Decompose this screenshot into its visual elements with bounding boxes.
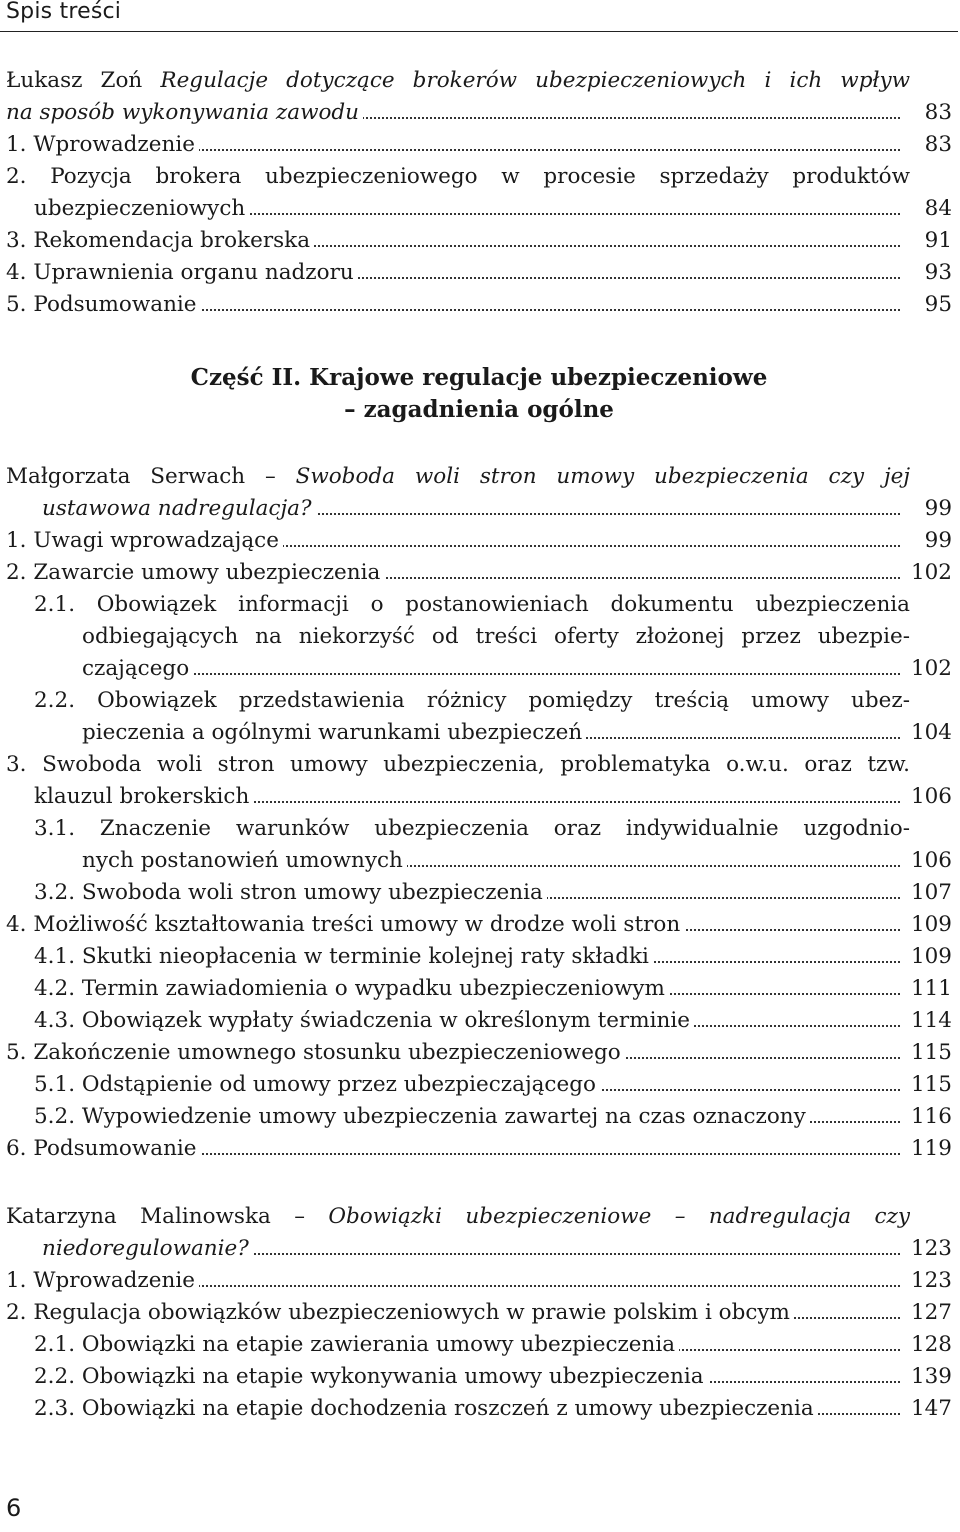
toc-entry-text: [34, 782, 253, 812]
chapter-title: Obowiązki ubezpieczeniowe – nadregulacja czy: [328, 1204, 910, 1229]
toc-entry-text: [42, 1234, 253, 1264]
toc-entry-label: 2. Zawarcie umowy ubezpieczenia: [6, 560, 381, 585]
toc-entry-label: 3.1. Znaczenie warunków ubezpieczenia oraz indywidualnie uzgodnio-: [34, 816, 910, 841]
page-header-title: Spis treści: [6, 0, 122, 24]
toc-entry-text: [82, 718, 586, 748]
toc-entry: [6, 814, 952, 844]
toc-entry-label: 4.3. Obowiązek wypłaty świadczenia w określonym terminie: [34, 1008, 690, 1033]
chapter-title: niedoregulowanie?: [42, 1236, 249, 1261]
page-ref: 106: [910, 784, 952, 809]
toc-entry: [6, 558, 952, 588]
toc-entry-label: 1. Uwagi wprowadzające: [6, 528, 279, 553]
toc-entry-text: [82, 846, 407, 876]
toc-entry-label: 5.1. Odstąpienie od umowy przez ubezpieczającego: [34, 1072, 596, 1097]
toc-entry-label: 4. Możliwość kształtowania treści umowy w drodze woli stron: [6, 912, 681, 937]
toc-entry: [6, 878, 952, 908]
toc-entry-text: [6, 98, 363, 128]
leader-dots: [82, 673, 900, 675]
toc-entry: [6, 782, 952, 812]
toc-entry: [6, 526, 952, 556]
toc-entry: [6, 846, 952, 876]
toc-entry: [6, 590, 952, 620]
toc-entry-label: 4.2. Termin zawiadomienia o wypadku ubezpieczeniowym: [34, 976, 665, 1001]
toc-entry: [6, 910, 952, 940]
toc-entry-label: 3. Rekomendacja brokerska: [6, 228, 311, 253]
toc-entry: [6, 1298, 952, 1328]
chapter-title-line: [6, 494, 952, 524]
toc-entry-text: [6, 910, 684, 940]
toc-entry: [6, 290, 952, 320]
toc-entry-label: 2.1. Obowiązek informacji o postanowieniach dokumentu ubezpieczenia: [34, 592, 910, 617]
toc-entry: [6, 258, 952, 288]
toc-entry-label: odbiegających na niekorzyść od treści oferty złożonej przez ubezpie-: [82, 624, 910, 649]
toc-entry: [6, 1038, 952, 1068]
toc-entry-label: 2.2. Obowiązek przedstawienia różnicy pomiędzy treścią umowy ubez-: [34, 688, 910, 713]
page-ref: 83: [924, 132, 952, 157]
toc-entry-text: [34, 1330, 679, 1360]
toc-entry-text: [6, 526, 283, 556]
page-ref: 83: [924, 100, 952, 125]
toc-entry-text: [34, 1006, 694, 1036]
toc-entry: [6, 942, 952, 972]
chapter-title: Regulacje dotyczące brokerów ubezpieczeniowych i ich wpływ: [160, 68, 910, 93]
page-ref: 95: [924, 292, 952, 317]
toc-entry: [6, 718, 952, 748]
page-ref: 114: [910, 1008, 952, 1033]
toc-entry-label: 5.2. Wypowiedzenie umowy ubezpieczenia zawartej na czas oznaczony: [34, 1104, 806, 1129]
page-ref: 128: [910, 1332, 952, 1357]
toc-entry-text: [34, 1394, 818, 1424]
toc-entry-text: [42, 494, 316, 524]
page-ref: 123: [910, 1268, 952, 1293]
toc-entry: [6, 654, 952, 684]
toc-entry: [6, 162, 952, 192]
chapter-title: na sposób wykonywania zawodu: [6, 100, 360, 125]
part-heading: Część II. Krajowe regulacje ubezpieczeniowe: [190, 364, 768, 391]
toc-entry-text: [6, 130, 199, 160]
toc-entry: [6, 1266, 952, 1296]
page-ref: 115: [910, 1072, 952, 1097]
page-ref: 91: [924, 228, 952, 253]
toc-entry-label: 2. Regulacja obowiązków ubezpieczeniowych w prawie polskim i obcym: [6, 1300, 790, 1325]
toc-entry-text: [34, 878, 547, 908]
page-ref: 99: [924, 528, 952, 553]
toc-entry: [6, 194, 952, 224]
toc-entry-text: [6, 558, 384, 588]
toc-entry: [6, 1070, 952, 1100]
toc-entry-text: [6, 1134, 201, 1164]
toc-entry-label: 2.3. Obowiązki na etapie dochodzenia roszczeń z umowy ubezpieczenia: [34, 1396, 814, 1421]
page-ref: 119: [910, 1136, 952, 1161]
toc-entry-label: czającego: [82, 656, 190, 681]
page-ref: 84: [924, 196, 952, 221]
toc-entry: [6, 686, 952, 716]
toc-entry: [6, 750, 952, 780]
page-ref: 104: [910, 720, 952, 745]
toc-entry-text: [34, 1070, 600, 1100]
toc-entry-label: 3.2. Swoboda woli stron umowy ubezpieczenia: [34, 880, 543, 905]
toc-entry-text: [6, 1038, 625, 1068]
page-ref: 116: [910, 1104, 952, 1129]
toc-entry-text: [34, 194, 249, 224]
toc-entry-label: 4. Uprawnienia organu nadzoru: [6, 260, 354, 285]
toc-entry-text: [34, 1362, 708, 1392]
toc-entry-text: [34, 974, 669, 1004]
toc-entry-label: 3. Swoboda woli stron umowy ubezpieczenia, problematyka o.w.u. oraz tzw.: [6, 752, 910, 777]
chapter-title: ustawowa nadregulacja?: [42, 496, 312, 521]
toc-entry-label: klauzul brokerskich: [34, 784, 250, 809]
toc-entry-text: [34, 1102, 810, 1132]
toc-entry: [6, 974, 952, 1004]
page-ref: 102: [910, 656, 952, 681]
toc-entry: [6, 226, 952, 256]
toc-entry-text: [6, 226, 314, 256]
page-ref: 123: [910, 1236, 952, 1261]
toc-entry-label: 1. Wprowadzenie: [6, 132, 195, 157]
toc-entry-label: nych postanowień umownych: [82, 848, 403, 873]
author: Łukasz Zoń: [6, 68, 143, 93]
chapter-title: Swoboda woli stron umowy ubezpieczenia czy jej: [295, 464, 910, 489]
page-ref: 109: [910, 944, 952, 969]
toc-entry-label: 2.1. Obowiązki na etapie zawierania umowy ubezpieczenia: [34, 1332, 676, 1357]
toc-entry-text: [6, 290, 201, 320]
toc-entry: [6, 1006, 952, 1036]
page-number: 6: [6, 1494, 22, 1522]
toc-entry-label: 2.2. Obowiązki na etapie wykonywania umowy ubezpieczenia: [34, 1364, 704, 1389]
toc-entry-label: ubezpieczeniowych: [34, 196, 246, 221]
part-heading-subtitle: – zagadnienia ogólne: [344, 396, 614, 423]
page-ref: 99: [924, 496, 952, 521]
chapter-title-line: [6, 1202, 952, 1232]
author: Katarzyna Malinowska –: [6, 1204, 305, 1229]
page-ref: 127: [910, 1300, 952, 1325]
page-ref: 115: [910, 1040, 952, 1065]
toc-entry-text: [6, 258, 358, 288]
toc-entry-text: [6, 1266, 199, 1296]
page-ref: 93: [924, 260, 952, 285]
page-ref: 147: [910, 1396, 952, 1421]
chapter-title-line: [6, 1234, 952, 1264]
page-ref: 109: [910, 912, 952, 937]
page-ref: 107: [910, 880, 952, 905]
toc-entry: [6, 1134, 952, 1164]
toc-entry: [6, 130, 952, 160]
chapter-title-line: [6, 462, 952, 492]
author: Małgorzata Serwach –: [6, 464, 276, 489]
toc-entry-text: [6, 1298, 794, 1328]
toc-entry: [6, 1362, 952, 1392]
toc-entry-text: [34, 942, 653, 972]
page-ref: 106: [910, 848, 952, 873]
toc-entry-label: 6. Podsumowanie: [6, 1136, 197, 1161]
toc-entry: [6, 1102, 952, 1132]
chapter-title-line: [6, 98, 952, 128]
toc-entry-label: 1. Wprowadzenie: [6, 1268, 195, 1293]
toc-entry-label: 5. Podsumowanie: [6, 292, 197, 317]
toc-entry: [6, 1394, 952, 1424]
page-ref: 111: [910, 976, 952, 1001]
page-header: [0, 0, 958, 32]
toc-entry-label: 4.1. Skutki nieopłacenia w terminie kolejnej raty składki: [34, 944, 649, 969]
toc-entry-label: 2. Pozycja brokera ubezpieczeniowego w procesie sprzedaży produktów: [6, 164, 910, 189]
chapter-title-line: [6, 66, 952, 96]
toc-entry-label: 5. Zakończenie umownego stosunku ubezpieczeniowego: [6, 1040, 621, 1065]
toc-entry: [6, 1330, 952, 1360]
toc-entry-text: [82, 654, 193, 684]
page-ref: 102: [910, 560, 952, 585]
toc-entry: [6, 622, 952, 652]
toc-entry-label: pieczenia a ogólnymi warunkami ubezpieczeń: [82, 720, 583, 745]
page-ref: 139: [910, 1364, 952, 1389]
